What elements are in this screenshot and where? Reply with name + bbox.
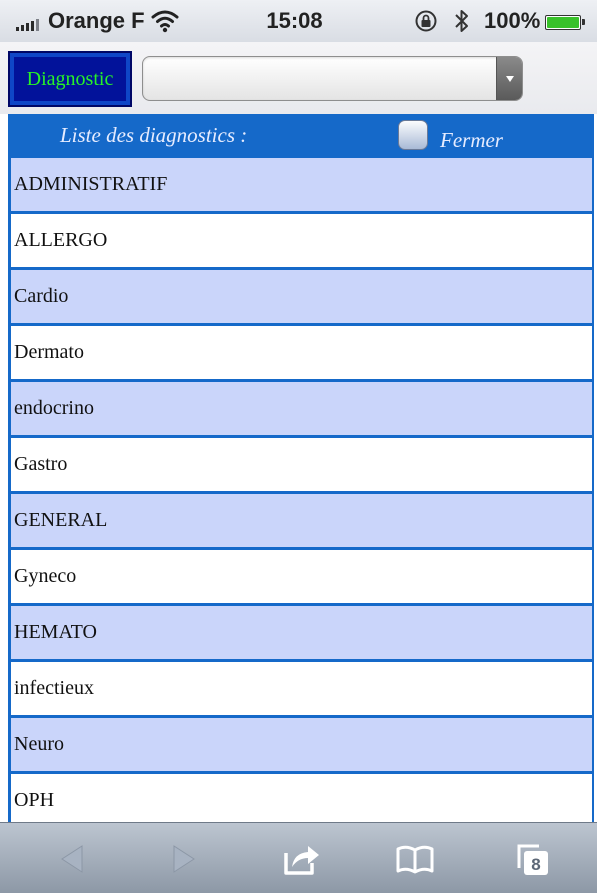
battery-fill <box>547 17 579 28</box>
forward-icon <box>166 842 200 876</box>
header-bar <box>0 42 597 114</box>
chevron-down-icon[interactable] <box>496 57 522 100</box>
close-label[interactable]: Fermer <box>440 128 503 152</box>
list-item[interactable]: HEMATO <box>11 606 592 659</box>
tabs-count: 8 <box>531 855 541 874</box>
list-item[interactable]: Dermato <box>11 326 592 379</box>
share-button[interactable] <box>277 837 327 881</box>
list-item[interactable]: Neuro <box>11 718 592 771</box>
list-item[interactable]: infectieux <box>11 662 592 715</box>
list-item[interactable]: endocrino <box>11 382 592 435</box>
browser-toolbar <box>0 822 597 893</box>
diagnostics-panel <box>8 114 594 822</box>
list-item[interactable]: Gyneco <box>11 550 592 603</box>
list-item[interactable]: GENERAL <box>11 494 592 547</box>
battery-icon <box>545 15 581 30</box>
list-item[interactable]: Gastro <box>11 438 592 491</box>
tabs-button[interactable] <box>508 837 558 881</box>
bluetooth-icon <box>454 8 470 34</box>
diagnostic-button[interactable]: Diagnostic <box>10 53 130 105</box>
forward-button[interactable] <box>158 837 208 881</box>
back-icon <box>56 842 90 876</box>
status-bar <box>0 0 597 42</box>
list-title: Liste des diagnostics : <box>60 123 248 147</box>
status-time: 15:08 <box>266 8 323 33</box>
back-button[interactable] <box>48 837 98 881</box>
battery-percent: 100% <box>484 8 541 33</box>
list-item[interactable]: ADMINISTRATIF <box>11 158 592 211</box>
list-item[interactable]: ALLERGO <box>11 214 592 267</box>
close-checkbox[interactable] <box>398 120 428 150</box>
share-icon <box>282 841 322 877</box>
bookmarks-icon <box>395 843 435 875</box>
tabs-icon <box>513 840 553 878</box>
list-header <box>8 114 594 158</box>
rotation-lock-icon <box>414 9 438 33</box>
diagnostic-select[interactable] <box>142 56 523 101</box>
list-item[interactable]: OPH <box>11 774 592 827</box>
diagnostics-list <box>11 158 592 827</box>
list-item[interactable]: Cardio <box>11 270 592 323</box>
bookmarks-button[interactable] <box>390 837 440 881</box>
carrier-name: Orange F <box>48 8 145 33</box>
